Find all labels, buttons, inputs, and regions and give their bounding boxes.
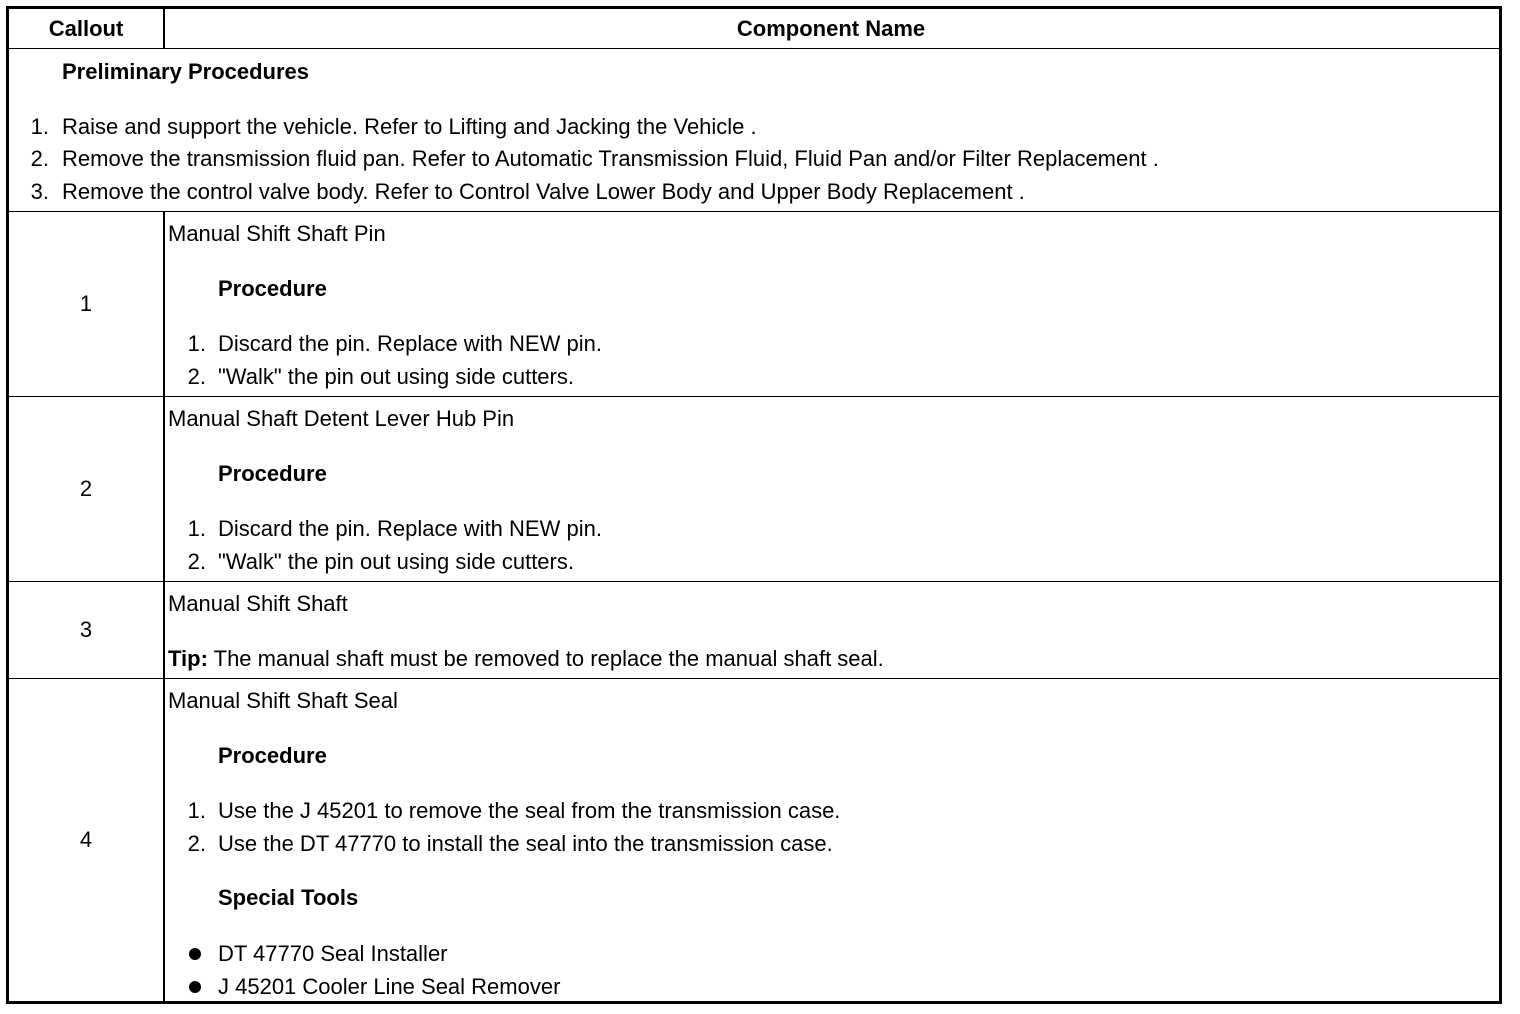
callout-number: 3 — [79, 617, 93, 642]
step-text: Remove the control valve body. Refer to Control Valve Lower Body and Upper Body Replacement . — [62, 179, 1025, 204]
component-name: Manual Shift Shaft Pin — [168, 221, 386, 246]
table-row — [9, 679, 1499, 1001]
step-text: Remove the transmission fluid pan. Refer to Automatic Transmission Fluid, Fluid Pan and/or Filter Replacement . — [62, 146, 1159, 171]
bullet-icon — [189, 948, 201, 960]
header-callout: Callout — [48, 15, 124, 41]
table-row — [9, 397, 1499, 582]
tip-label: Tip: — [168, 646, 208, 671]
table-row — [9, 212, 1499, 397]
step-number: 1. — [30, 114, 49, 139]
tool-item: DT 47770 Seal Installer — [218, 941, 448, 966]
step-text: "Walk" the pin out using side cutters. — [218, 549, 574, 574]
step-number: 1. — [187, 516, 206, 541]
step-text: Discard the pin. Replace with NEW pin. — [218, 331, 602, 356]
callout-number: 4 — [79, 827, 93, 852]
step-number: 2. — [187, 364, 206, 389]
procedure-label: Procedure — [218, 743, 327, 768]
preliminary-title: Preliminary Procedures — [62, 59, 310, 84]
component-name: Manual Shaft Detent Lever Hub Pin — [168, 406, 515, 431]
step-text: Use the J 45201 to remove the seal from the transmission case. — [218, 798, 841, 823]
callout-number: 2 — [79, 476, 93, 501]
step-number: 1. — [187, 798, 206, 823]
step-number: 2. — [30, 146, 49, 171]
procedure-label: Procedure — [218, 461, 327, 486]
step-text: "Walk" the pin out using side cutters. — [218, 364, 574, 389]
special-tools-label: Special Tools — [218, 885, 359, 910]
step-text: Use the DT 47770 to install the seal into the transmission case. — [218, 831, 833, 856]
procedure-table — [6, 6, 1502, 1004]
step-number: 2. — [187, 831, 206, 856]
step-number: 1. — [187, 331, 206, 356]
step-number: 3. — [30, 179, 49, 204]
step-number: 2. — [187, 549, 206, 574]
header-component-name: Component Name — [736, 15, 926, 41]
tip-note — [168, 646, 884, 672]
step-text: Discard the pin. Replace with NEW pin. — [218, 516, 602, 541]
preliminary-procedures — [9, 49, 1499, 212]
table-row — [9, 582, 1499, 679]
callout-number: 1 — [79, 291, 93, 316]
component-name: Manual Shift Shaft — [168, 591, 348, 616]
step-text: Raise and support the vehicle. Refer to Lifting and Jacking the Vehicle . — [62, 114, 757, 139]
table-header — [9, 9, 1499, 49]
procedure-label: Procedure — [218, 276, 327, 301]
component-name: Manual Shift Shaft Seal — [168, 688, 398, 713]
tool-item: J 45201 Cooler Line Seal Remover — [218, 974, 561, 999]
bullet-icon — [189, 981, 201, 993]
tip-text: The manual shaft must be removed to replace the manual shaft seal. — [207, 646, 884, 671]
